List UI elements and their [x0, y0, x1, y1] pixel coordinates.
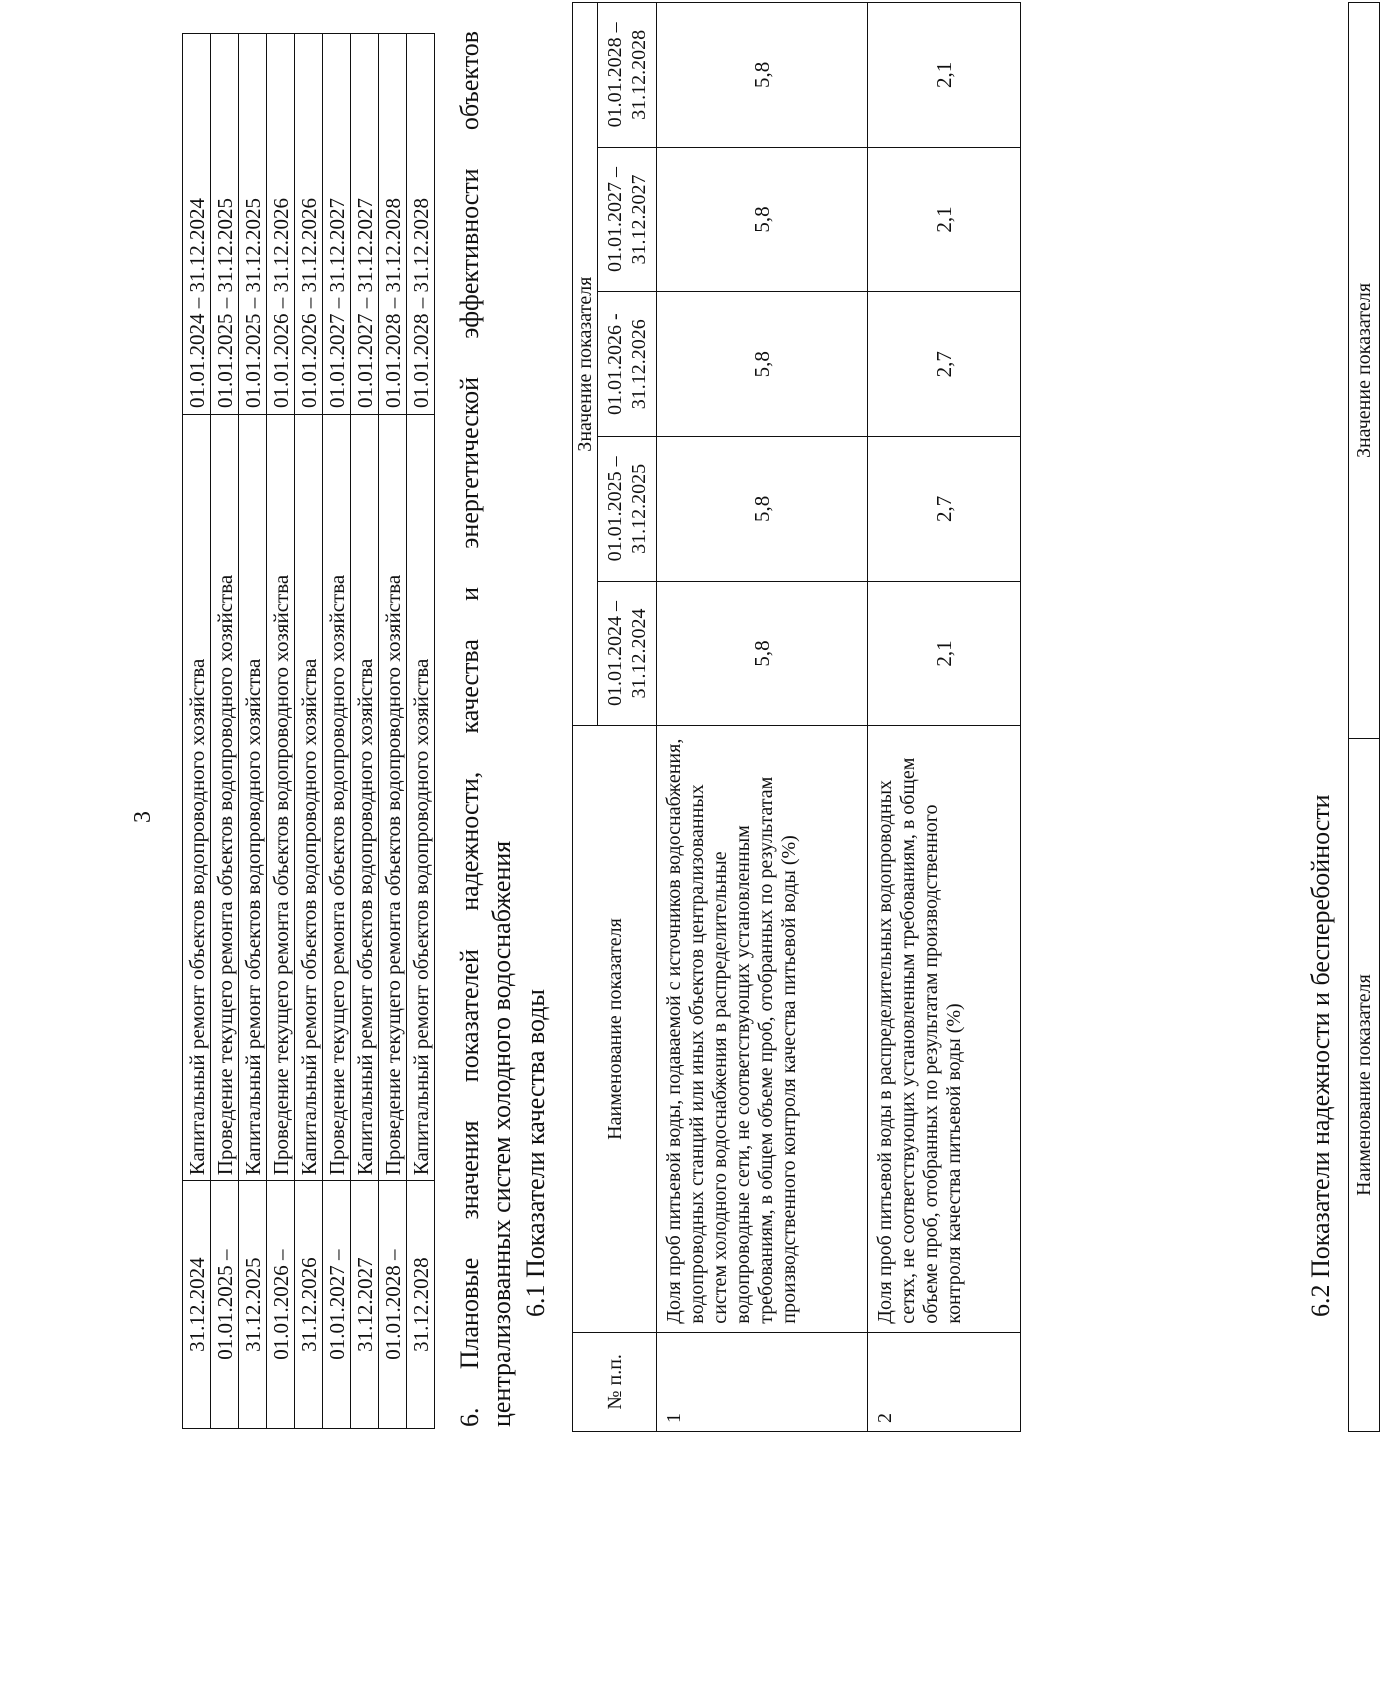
schedule-name-cell: Капитальный ремонт объектов водопроводного хозяйства [407, 415, 435, 1181]
schedule-table [182, 33, 435, 1429]
indicator-value: 2,7 [868, 437, 1021, 582]
schedule-range-cell: 01.01.2024 – 31.12.2024 [183, 34, 211, 415]
reliability-col-value-header: Значение показателя [1349, 3, 1380, 739]
schedule-row [211, 34, 239, 1429]
schedule-row [183, 34, 211, 1429]
schedule-range-cell: 01.01.2025 – 31.12.2025 [211, 34, 239, 415]
indicator-value: 2,7 [868, 292, 1021, 437]
schedule-name-cell: Капитальный ремонт объектов водопроводного хозяйства [239, 415, 267, 1181]
section-6-heading: 6. Плановые значения показателей надежности, качества и энергетической эффективности объектов [455, 31, 484, 1427]
indicator-value: 5,8 [657, 292, 868, 437]
period-header: 01.01.2028 – 31.12.2028 [598, 3, 657, 148]
schedule-range-cell: 01.01.2027 – 31.12.2027 [351, 34, 379, 415]
indicator-value: 5,8 [657, 147, 868, 292]
indicator-value: 5,8 [657, 437, 868, 582]
period-header: 01.01.2026 - 31.12.2026 [598, 292, 657, 437]
period-header: 01.01.2027 – 31.12.2027 [598, 147, 657, 292]
reliability-col-name-header: Наименование показателя [1349, 739, 1380, 1432]
schedule-date-cell: 01.01.2025 – [211, 1181, 239, 1429]
period-header: 01.01.2024 – 31.12.2024 [598, 581, 657, 726]
schedule-name-cell: Капитальный ремонт объектов водопроводного хозяйства [351, 415, 379, 1181]
schedule-name-cell: Проведение текущего ремонта объектов водопроводного хозяйства [211, 415, 239, 1181]
row-number: 2 [868, 1332, 1021, 1431]
table-row [657, 3, 868, 1432]
section-6-heading-continued: централизованных систем холодного водоснабжения [487, 840, 516, 1427]
schedule-date-cell: 31.12.2025 [239, 1181, 267, 1429]
indicator-value: 2,1 [868, 3, 1021, 148]
col-number-header: № п.п. [573, 1332, 657, 1431]
reliability-table [1348, 2, 1380, 1432]
schedule-name-cell: Капитальный ремонт объектов водопроводного хозяйства [183, 415, 211, 1181]
indicator-name: Доля проб питьевой воды в распределительных водопроводных сетях, не соответствующих установленным требованиям, в общем объеме проб, отобранных по результатам производственного контроля качества питьевой воды (%) [868, 726, 1021, 1332]
section-6-1-heading: 6.1 Показатели качества воды [521, 989, 550, 1317]
period-header: 01.01.2025 – 31.12.2025 [598, 437, 657, 582]
schedule-range-cell: 01.01.2026 – 31.12.2026 [267, 34, 295, 415]
row-number: 1 [657, 1332, 868, 1431]
schedule-range-cell: 01.01.2027 – 31.12.2027 [323, 34, 351, 415]
indicator-name: Доля проб питьевой воды, подаваемой с источников водоснабжения, водопроводных станций или иных объектов централизованных систем холодного водоснабжения в распределительные водопроводные сети, не соответствующих установленным требованиям, в общем объеме проб, отобранных по результатам производственного контроля качества питьевой воды (%) [657, 726, 868, 1332]
schedule-row [351, 34, 379, 1429]
page-number: 3 [130, 811, 156, 823]
indicator-value: 2,1 [868, 581, 1021, 726]
schedule-range-cell: 01.01.2028 – 31.12.2028 [407, 34, 435, 415]
schedule-date-cell: 01.01.2027 – [323, 1181, 351, 1429]
schedule-row [295, 34, 323, 1429]
schedule-date-cell: 31.12.2027 [351, 1181, 379, 1429]
col-name-header: Наименование показателя [573, 726, 657, 1332]
schedule-name-cell: Проведение текущего ремонта объектов водопроводного хозяйства [323, 415, 351, 1181]
schedule-range-cell: 01.01.2026 – 31.12.2026 [295, 34, 323, 415]
section-6-2-heading: 6.2 Показатели надежности и бесперебойности [1306, 794, 1335, 1317]
schedule-name-cell: Капитальный ремонт объектов водопроводного хозяйства [295, 415, 323, 1181]
schedule-row [379, 34, 407, 1429]
indicator-value: 5,8 [657, 581, 868, 726]
schedule-date-cell: 01.01.2026 – [267, 1181, 295, 1429]
water-quality-table [572, 2, 1021, 1432]
indicator-value: 2,1 [868, 147, 1021, 292]
schedule-range-cell: 01.01.2028 – 31.12.2028 [379, 34, 407, 415]
schedule-date-cell: 31.12.2026 [295, 1181, 323, 1429]
schedule-row [267, 34, 295, 1429]
table-row [868, 3, 1021, 1432]
schedule-name-cell: Проведение текущего ремонта объектов водопроводного хозяйства [267, 415, 295, 1181]
indicator-value: 5,8 [657, 3, 868, 148]
schedule-date-cell: 01.01.2028 – [379, 1181, 407, 1429]
schedule-name-cell: Проведение текущего ремонта объектов водопроводного хозяйства [379, 415, 407, 1181]
schedule-row [323, 34, 351, 1429]
col-value-group-header: Значение показателя [573, 3, 598, 726]
schedule-date-cell: 31.12.2024 [183, 1181, 211, 1429]
schedule-row [239, 34, 267, 1429]
schedule-row [407, 34, 435, 1429]
schedule-date-cell: 31.12.2028 [407, 1181, 435, 1429]
schedule-range-cell: 01.01.2025 – 31.12.2025 [239, 34, 267, 415]
